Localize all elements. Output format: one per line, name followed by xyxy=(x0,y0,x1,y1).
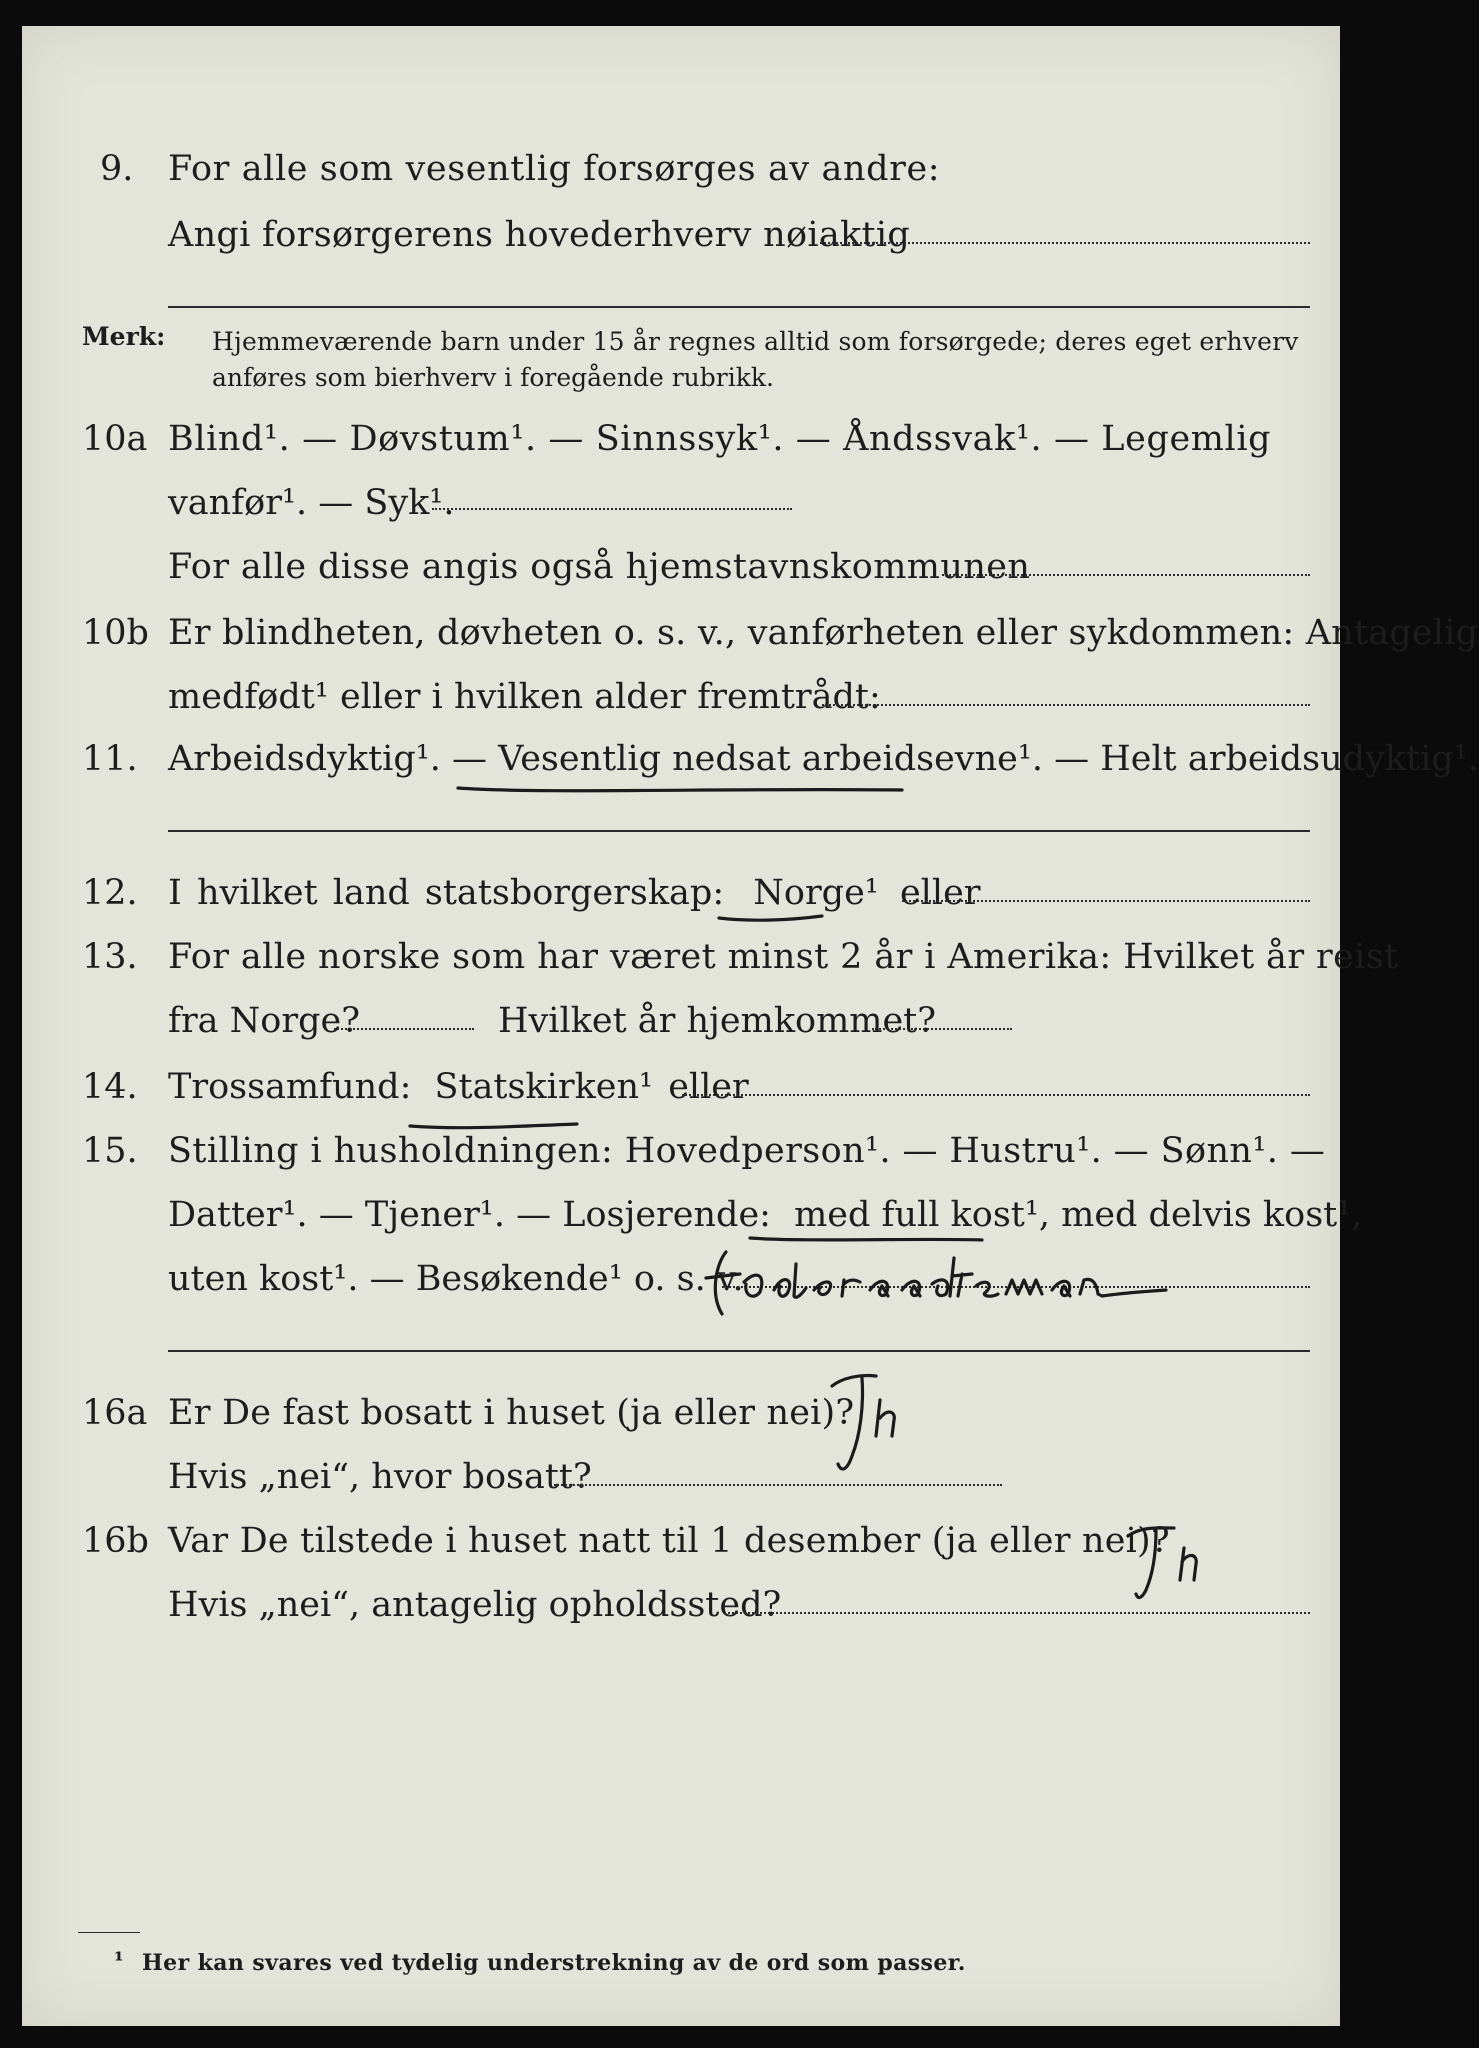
answer-line-10a-hometown[interactable] xyxy=(942,574,1310,576)
question-10b-text: Er blindheten, døvheten o. s. v., vanførheten eller sykdommen: Antagelig xyxy=(168,613,1479,653)
option-vesentlig-nedsat[interactable]: Vesentlig nedsat arbeidsevne¹ xyxy=(498,739,1032,779)
answer-line-16b[interactable] xyxy=(724,1612,1310,1614)
question-13-departure-label: fra Norge? xyxy=(168,1001,360,1041)
question-12-label: I hvilket land statsborgerskap: xyxy=(168,873,725,913)
question-13-number: 13. xyxy=(82,937,138,977)
question-16b-text: Var De tilstede i huset natt til 1 desember (ja eller nei)? xyxy=(168,1521,1170,1561)
question-10a-hometown: For alle disse angis også hjemstavnskommunen xyxy=(168,547,1031,587)
question-16b-subtext: Hvis „nei“, antagelig opholdssted? xyxy=(168,1585,782,1625)
answer-line-10a[interactable] xyxy=(432,508,792,510)
question-10b-subtext: medfødt¹ eller i hvilken alder fremtrådt: xyxy=(168,677,881,717)
question-14-number: 14. xyxy=(82,1067,138,1107)
question-12-number: 12. xyxy=(82,873,138,913)
answer-line-15b[interactable] xyxy=(168,1350,1310,1352)
option-statskirken[interactable]: Statskirken¹ xyxy=(434,1067,654,1107)
census-form-page xyxy=(22,26,1479,2026)
answer-line-13-return[interactable] xyxy=(872,1028,1012,1030)
option-eller-14: eller xyxy=(668,1067,749,1107)
question-10a-number: 10a xyxy=(82,419,148,459)
question-10a-text: Blind¹. — Døvstum¹. — Sinnssyk¹. — Åndssvak¹. — Legemlig xyxy=(168,419,1272,459)
question-13-return-label: Hvilket år hjemkommet? xyxy=(498,1001,937,1041)
handwritten-answer-15 xyxy=(696,1234,1256,1324)
answer-line-9[interactable] xyxy=(820,242,1310,244)
question-14-label: Trossamfund: xyxy=(168,1067,412,1107)
merk-label: Merk: xyxy=(82,322,166,351)
question-15-line3: uten kost¹. — Besøkende¹ o. s. v. xyxy=(168,1259,744,1299)
option-arbeidsdyktig[interactable]: Arbeidsdyktig¹. — xyxy=(168,739,499,779)
answer-line-15[interactable] xyxy=(722,1286,1310,1288)
option-med-full-kost[interactable]: med full kost¹ xyxy=(794,1195,1039,1235)
question-16a-subtext: Hvis „nei“, hvor bosatt? xyxy=(168,1457,592,1497)
question-9-number: 9. xyxy=(100,149,134,189)
option-norge[interactable]: Norge¹ xyxy=(753,873,879,913)
question-15-text: Stilling i husholdningen: Hovedperson¹. — Hustru¹. — Sønn¹. — xyxy=(168,1131,1326,1171)
footnote-text: Her kan svares ved tydelig understrekning av de ord som passer. xyxy=(142,1950,966,1976)
question-11-text xyxy=(168,739,1479,779)
answer-line-9b[interactable] xyxy=(168,306,1310,308)
answer-line-14[interactable] xyxy=(682,1094,1310,1096)
option-med-delvis-kost[interactable]: , med delvis kost¹, xyxy=(1038,1195,1363,1235)
option-helt-arbeidsudyktig[interactable]: . — Helt arbeidsudyktig¹. xyxy=(1031,739,1479,779)
merk-text-line2: anføres som bierhverv i foregående rubrikk. xyxy=(212,363,774,392)
question-10a-subtext: vanfør¹. — Syk¹. xyxy=(168,483,455,523)
merk-text-line1: Hjemmeværende barn under 15 år regnes alltid som forsørgede; deres eget erhverv xyxy=(212,327,1299,356)
question-16b-number: 16b xyxy=(82,1521,149,1561)
answer-line-10b[interactable] xyxy=(822,704,1310,706)
option-datter-tjener-losjerende[interactable]: Datter¹. — Tjener¹. — Losjerende: xyxy=(168,1195,771,1235)
question-10b-number: 10b xyxy=(82,613,149,653)
question-16a-number: 16a xyxy=(82,1393,148,1433)
question-9-subtext: Angi forsørgerens hovederhverv nøiaktig xyxy=(168,215,911,255)
answer-line-13-departure[interactable] xyxy=(334,1028,474,1030)
question-9-text: For alle som vesentlig forsørges av andre: xyxy=(168,149,941,189)
option-eller: eller xyxy=(899,873,981,913)
footnote-separator xyxy=(78,1932,140,1933)
question-13-text: For alle norske som har været minst 2 år i Amerika: Hvilket år reist xyxy=(168,937,1399,977)
footnote-mark: ¹ xyxy=(114,1948,124,1974)
question-12-text xyxy=(168,873,981,913)
question-14-text xyxy=(168,1067,749,1107)
answer-line-16a[interactable] xyxy=(554,1484,1002,1486)
answer-line-12[interactable] xyxy=(902,900,1310,902)
question-16a-text: Er De fast bosatt i huset (ja eller nei)? xyxy=(168,1393,855,1433)
answer-line-11[interactable] xyxy=(168,830,1310,832)
question-15-line2 xyxy=(168,1195,1363,1235)
question-11-number: 11. xyxy=(82,739,138,779)
question-15-number: 15. xyxy=(82,1131,138,1171)
